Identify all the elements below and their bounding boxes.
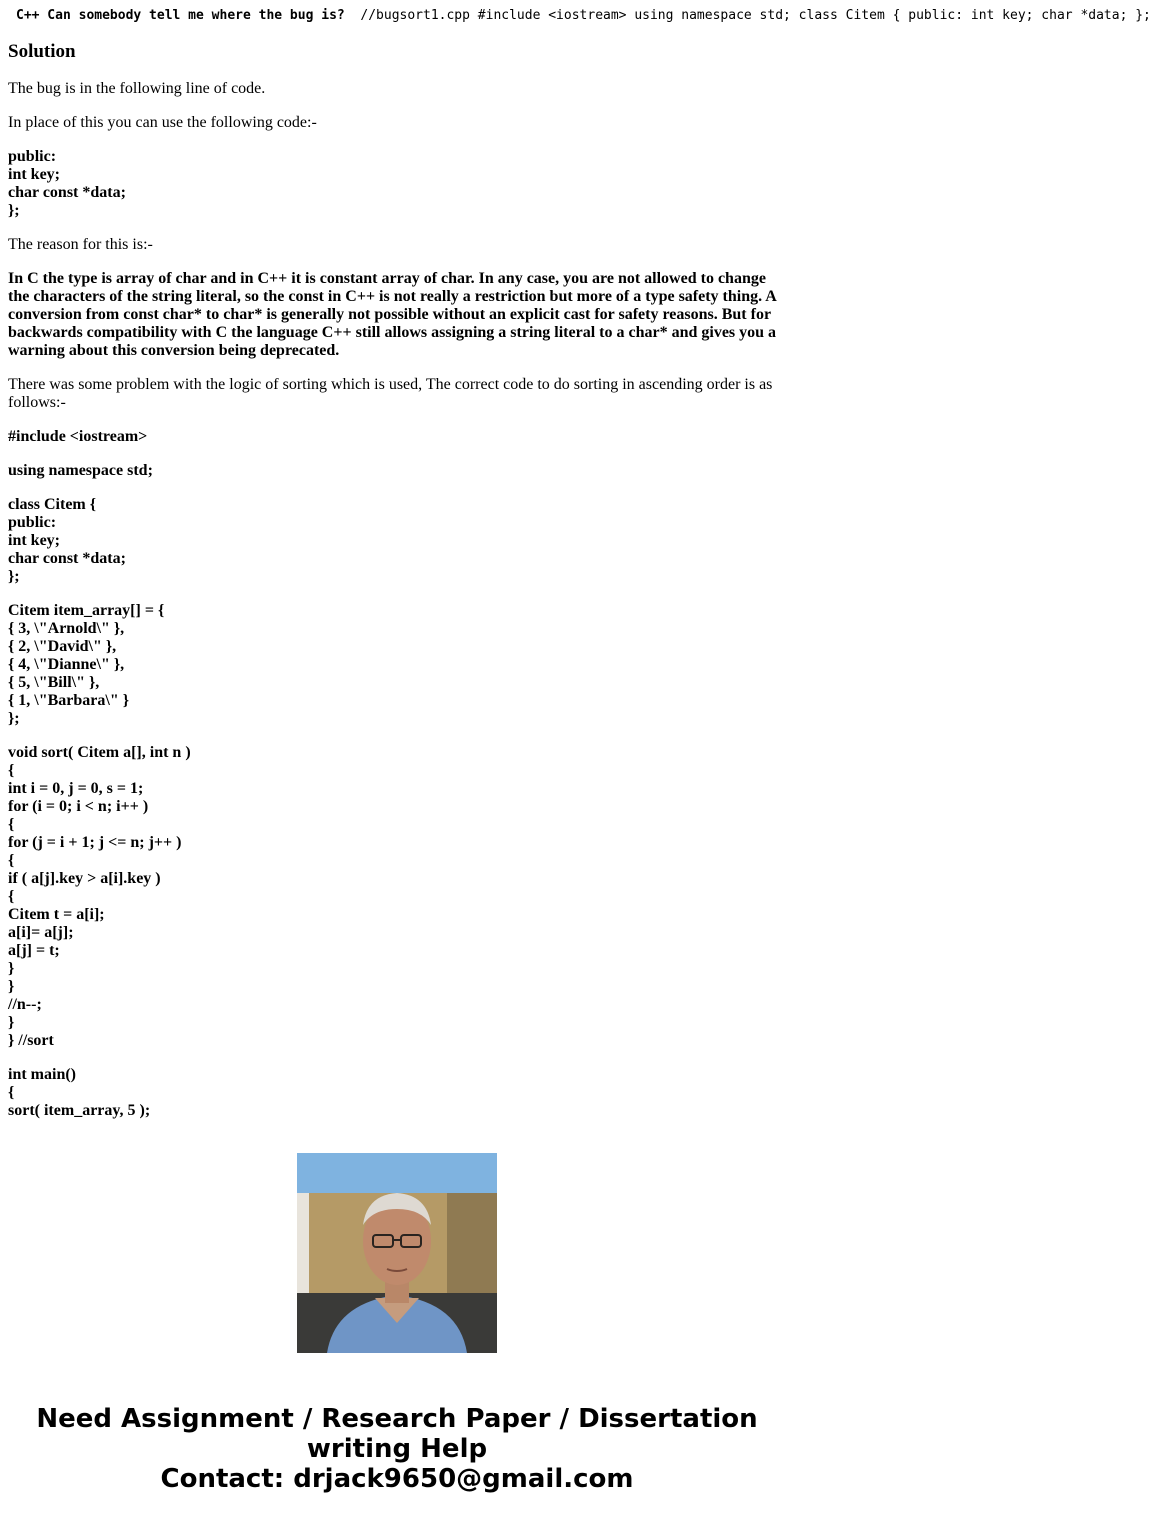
code-line: {: [8, 888, 15, 905]
author-avatar: [297, 1153, 497, 1353]
code-line: {: [8, 816, 15, 833]
code-line: };: [8, 568, 20, 585]
code-line: sort( item_array, 5 );: [8, 1102, 151, 1119]
code-line: char const *data;: [8, 550, 126, 567]
code-block-sort: [8, 744, 788, 1050]
code-line: for (j = i + 1; j <= n; j++ ): [8, 834, 182, 851]
code-line: };: [8, 202, 20, 219]
code-line: Citem t = a[i];: [8, 906, 105, 923]
code-line: //n--;: [8, 996, 42, 1013]
banner-line-2: writing Help: [306, 1434, 488, 1464]
code-line: {: [8, 762, 15, 779]
code-line: int key;: [8, 166, 60, 183]
code-line: class Citem {: [8, 496, 97, 513]
replacement-intro: In place of this you can use the following code:-: [8, 114, 317, 131]
contact-banner: [0, 1404, 794, 1494]
code-line: if ( a[j].key > a[i].key ): [8, 870, 161, 887]
question-header: [16, 7, 1151, 25]
code-line: char const *data;: [8, 184, 126, 201]
contact-email: Contact: drjack9650@gmail.com: [160, 1464, 634, 1494]
code-block-include: [8, 428, 788, 446]
code-line: Citem item_array[] = {: [8, 602, 165, 619]
code-line: int i = 0, j = 0, s = 1;: [8, 780, 144, 797]
code-line: } //sort: [8, 1032, 54, 1049]
reason-intro: The reason for this is:-: [8, 236, 153, 253]
code-line: int key;: [8, 532, 60, 549]
question-snippet: //bugsort1.cpp #include <iostream> using namespace std; class Citem { public: int key; char *data; };: [360, 8, 1151, 23]
code-line: a[j] = t;: [8, 942, 60, 959]
question-title: C++ Can somebody tell me where the bug is?: [16, 8, 345, 23]
banner-line-1: Need Assignment / Research Paper / Dissertation: [36, 1404, 758, 1434]
solution-heading: Solution: [8, 41, 76, 62]
code-line: };: [8, 710, 20, 727]
code-block-main: [8, 1066, 788, 1120]
code-line: public:: [8, 148, 57, 165]
code-block-fix: [8, 148, 788, 220]
code-line: {: [8, 1084, 15, 1101]
author-photo-illustration: [297, 1153, 497, 1353]
code-line: { 4, \"Dianne\" },: [8, 656, 125, 673]
code-line: { 1, \"Barbara\" }: [8, 692, 130, 709]
code-line: using namespace std;: [8, 462, 153, 479]
code-line: #include <iostream>: [8, 428, 148, 445]
bug-intro: The bug is in the following line of code.: [8, 80, 266, 97]
code-line: a[i]= a[j];: [8, 924, 74, 941]
code-line: }: [8, 960, 15, 977]
code-block-class: [8, 496, 788, 586]
code-line: for (i = 0; i < n; i++ ): [8, 798, 149, 815]
code-line: }: [8, 1014, 15, 1031]
code-line: int main(): [8, 1066, 76, 1083]
code-block-array: [8, 602, 788, 728]
code-line: {: [8, 852, 15, 869]
code-line: public:: [8, 514, 57, 531]
code-line: { 2, \"David\" },: [8, 638, 117, 655]
code-block-namespace: [8, 462, 788, 480]
code-line: }: [8, 978, 15, 995]
code-line: { 3, \"Arnold\" },: [8, 620, 125, 637]
sorting-intro: There was some problem with the logic of sorting which is used, The correct code to do sorting in ascending order is as follows:-: [8, 376, 773, 411]
code-line: void sort( Citem a[], int n ): [8, 744, 191, 761]
code-line: { 5, \"Bill\" },: [8, 674, 100, 691]
solution-content: [8, 40, 788, 1136]
reason-text: In C the type is array of char and in C++ it is constant array of char. In any case, you are not allowed to change the characters of the string literal, so the const in C++ is not really a restriction but more of a type safety thing. A conversion from const char* to char* is generally not possible without an explicit cast for safety reasons. But for backwards compatibility with C the language C++ still allows assigning a string literal to a char* and gives you a warning about this conversion being deprecated.: [8, 270, 777, 359]
